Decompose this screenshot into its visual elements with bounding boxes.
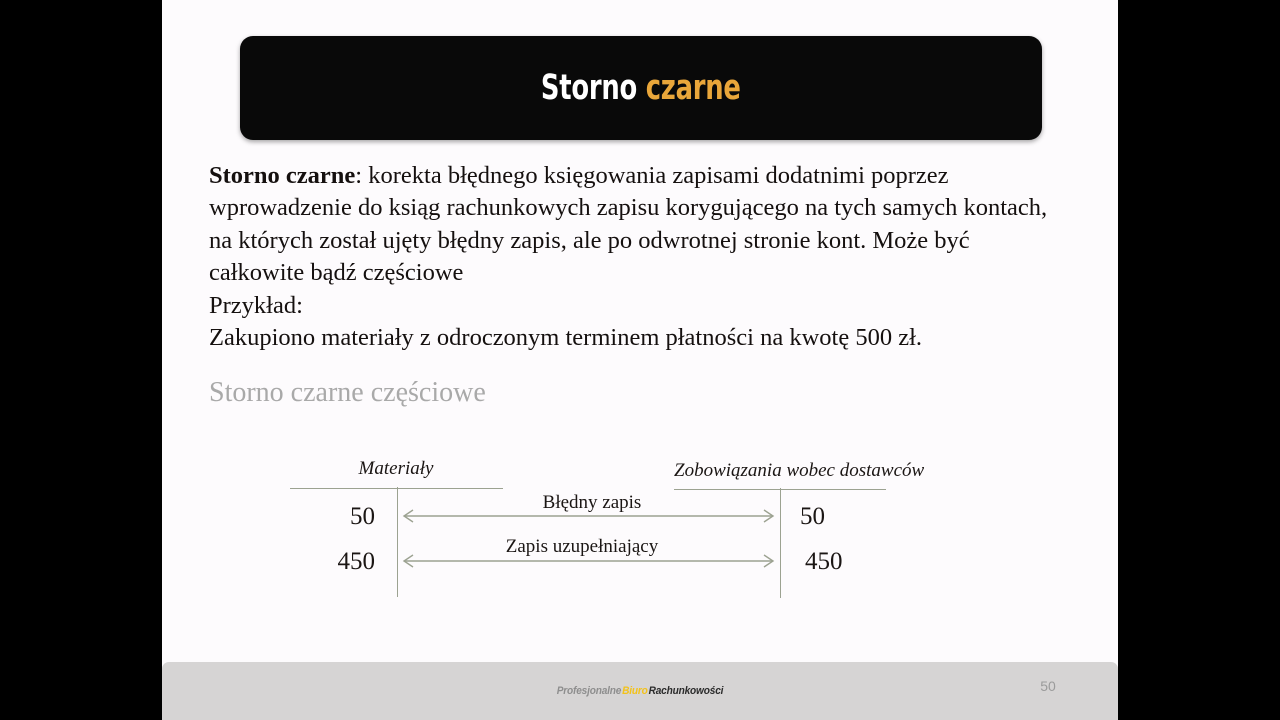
brand-logo: [200, 662, 1080, 720]
t-account-diagram: [272, 450, 1012, 610]
flow-label-erroneous-entry: Błędny zapis: [542, 492, 642, 513]
amount-left-row-1: 50: [350, 503, 375, 530]
brand-logo-word-1: Profesjonalne: [556, 685, 622, 697]
amount-right-row-1: 50: [800, 503, 825, 530]
amount-right-row-2: 450: [805, 548, 843, 575]
page-number: 50: [1040, 678, 1056, 694]
brand-logo-word-3: Rachunkowości: [648, 685, 724, 697]
flow-arrow-row-1: [397, 508, 780, 524]
slide-canvas: [162, 0, 1118, 720]
slide-title-banner: [240, 36, 1042, 140]
t-account-right-divider: [780, 488, 781, 598]
definition-paragraph: [209, 160, 1049, 290]
definition-lead-term: Storno czarne: [209, 162, 356, 189]
t-account-right-title: Zobowiązania wobec dostawców: [674, 460, 925, 481]
example-label: Przykład:: [209, 291, 303, 319]
definition-body-text: : korekta błędnego księgowania zapisami dodatnimi poprzez wprowadzenie do ksiąg rachunkowych zapisu korygującego na tych samych kontach, na których został ujęty błędny zapis, ale po odwrotnej stronie kont. Może być całkowite bądź częściowe: [209, 162, 1048, 287]
section-subheading: Storno czarne częściowe: [209, 377, 486, 408]
slide-title: [541, 67, 741, 108]
t-account-left-divider: [397, 487, 398, 597]
flow-label-supplementary-entry: Zapis uzupełniający: [505, 536, 659, 557]
slide-footer: [162, 662, 1118, 720]
t-account-left-title: Materiały: [358, 458, 434, 479]
brand-logo-word-2: Biuro: [622, 685, 648, 697]
example-text: Zakupiono materiały z odroczonym terminem płatności na kwotę 500 zł.: [209, 324, 923, 352]
amount-left-row-2: 450: [337, 548, 375, 575]
flow-arrow-row-2: [397, 553, 780, 569]
slide-title-part-accent: czarne: [645, 67, 741, 108]
slide-title-part-white: Storno: [541, 67, 646, 108]
slide-body: [209, 160, 1089, 354]
